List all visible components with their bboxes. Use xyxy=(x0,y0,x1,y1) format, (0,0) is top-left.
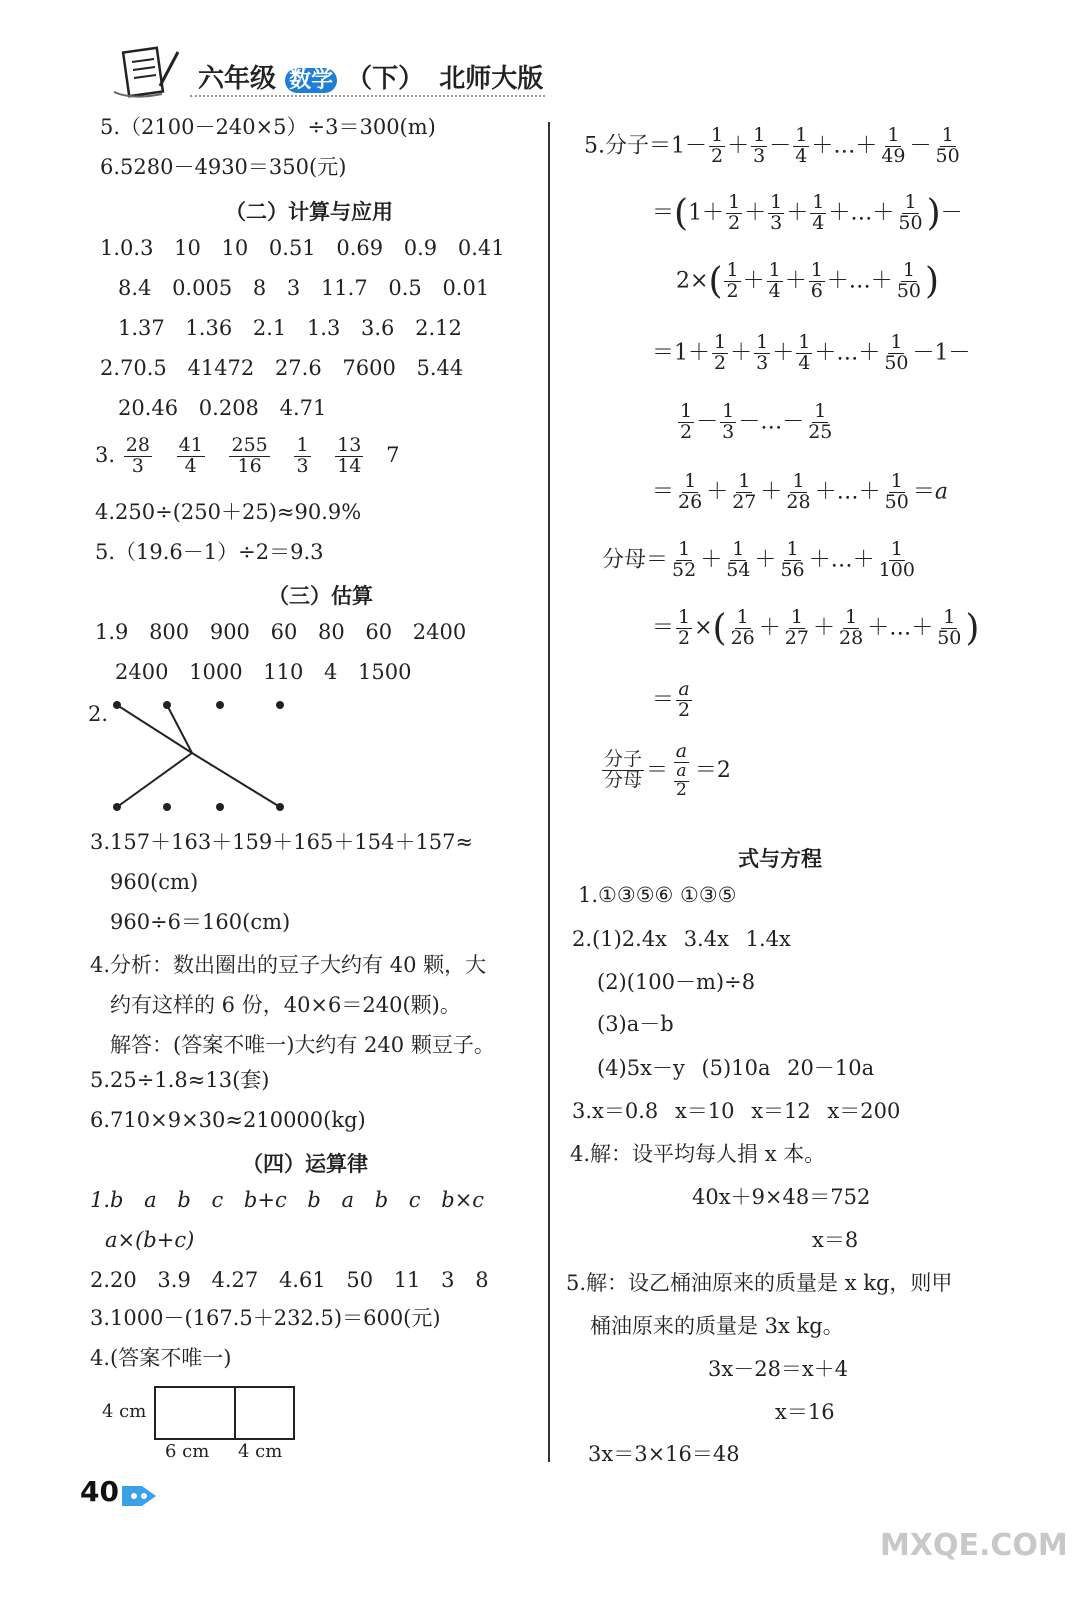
answer-line: 4.解：设平均每人捐 x 本。 xyxy=(570,1142,826,1166)
watermark: MXQE.COM xyxy=(880,1528,1068,1563)
answer-line: 5.解：设乙桶油原来的质量是 x kg，则甲 xyxy=(566,1271,953,1295)
section-title: （二）计算与应用 xyxy=(225,200,393,224)
answer-line: 5.（2100－240×5）÷3＝300(m) xyxy=(100,115,436,139)
answer-line: (4)5x－y (5)10a 20－10a xyxy=(597,1056,875,1080)
math-line: ＝ $\frac{1}{26}$ ＋ $\frac{1}{27}$ ＋ $\frac{1}{28}$ ＋…＋ $\frac{1}{50}$ ＝a xyxy=(652,470,948,513)
matching-diagram xyxy=(100,695,300,815)
answer-line: 1.37 1.36 2.1 1.3 3.6 2.12 xyxy=(118,316,462,340)
answer-line: 桶油原来的质量是 3x kg。 xyxy=(590,1314,844,1338)
figure-label: 4 cm xyxy=(238,1441,283,1462)
answer-line: a×(b+c) xyxy=(105,1228,195,1252)
answer-line: 960÷6＝160(cm) xyxy=(110,910,291,934)
math-line: $\frac{1}{2}$ － $\frac{1}{3}$ －…－ $\frac{1}{25}$ xyxy=(680,400,833,443)
answer-line: 2.20 3.9 4.27 4.61 50 11 3 8 xyxy=(90,1268,489,1292)
fraction: $\frac{255}{16}$ xyxy=(231,434,268,477)
answer-line: 4.(答案不唯一) xyxy=(90,1346,232,1370)
math-line: ＝1＋ $\frac{1}{2}$ ＋ $\frac{1}{3}$ ＋ $\frac{1}{4}$ ＋…＋ $\frac{1}{50}$ －1－ xyxy=(652,331,971,374)
answer-line: 2400 1000 110 4 1500 xyxy=(115,660,412,684)
header-title xyxy=(198,58,543,95)
column-divider xyxy=(548,122,550,1462)
math-line: 2×( $\frac{1}{2}$ ＋ $\frac{1}{4}$ ＋ $\frac{1}{6}$ ＋…＋ $\frac{1}{50}$ ) xyxy=(676,259,940,302)
math-line: ＝ $\frac{a}{2}$ xyxy=(652,678,691,721)
answer-line: 约有这样的 6 份，40×6＝240(颗)。 xyxy=(110,993,461,1017)
answer-line: 6.710×9×30≈210000(kg) xyxy=(90,1108,366,1132)
answer-line: 1.b a b c b+c b a b c b×c xyxy=(90,1188,485,1212)
rectangle-divider xyxy=(234,1386,236,1438)
page-number-arrow-icon xyxy=(120,1482,160,1514)
answer-line: 1.①③⑤⑥ ①③⑤ xyxy=(578,883,737,907)
answer-line: 5.（19.6－1）÷2＝9.3 xyxy=(95,540,324,564)
answer-line: 4.250÷(250＋25)≈90.9% xyxy=(95,500,362,524)
fraction: $\frac{1}{3}$ xyxy=(296,434,309,477)
answer-line: 3x＝3×16＝48 xyxy=(588,1442,740,1466)
fraction: $\frac{41}{4}$ xyxy=(178,434,203,477)
math-line: $\frac{\text{分子}}{\text{分母}}$ ＝ $\frac{a}{\frac{a}{2}}$ ＝2 xyxy=(604,740,731,800)
answer-line: 3.1000－(167.5＋232.5)＝600(元) xyxy=(90,1306,441,1330)
math-line: 分母＝ $\frac{1}{52}$ ＋ $\frac{1}{54}$ ＋ $\frac{1}{56}$ ＋…＋ $\frac{1}{100}$ xyxy=(602,538,915,581)
answer-line: 5.25÷1.8≈13(套) xyxy=(90,1068,270,1092)
answer-line: 3.x＝0.8 x＝10 x＝12 x＝200 xyxy=(572,1099,901,1123)
section-title: （四）运算律 xyxy=(242,1152,368,1176)
answer-line: (2)(100－m)÷8 xyxy=(597,970,756,994)
answer-line: 3x－28＝x＋4 xyxy=(708,1357,849,1381)
figure-label: 6 cm xyxy=(165,1441,210,1462)
answer-line: 6.5280－4930＝350(元) xyxy=(100,155,347,179)
answer-line-fractions: 3. $\frac{28}{3}$ $\frac{41}{4}$ $\frac{255}{16}$ $\frac{1}{3}$ $\frac{13}{14}$ 7 xyxy=(95,434,400,477)
answer-line: 40x＋9×48＝752 xyxy=(692,1185,871,1209)
answer-line: 4.分析：数出圈出的豆子大约有 40 颗，大 xyxy=(90,953,487,977)
answer-line: 3.157＋163＋159＋165＋154＋157≈ xyxy=(90,830,474,854)
header-volume: （下） xyxy=(346,64,425,94)
answer-line: 2.70.5 41472 27.6 7600 5.44 xyxy=(100,356,464,380)
answer-line: x＝8 xyxy=(812,1228,859,1252)
header-underline xyxy=(190,95,545,97)
header-subject-badge: 数学 xyxy=(285,68,337,93)
header-grade: 六年级 xyxy=(198,64,277,94)
answer-line: 20.46 0.208 4.71 xyxy=(118,396,327,420)
section-title: （三）估算 xyxy=(268,584,373,608)
answer-line: 960(cm) xyxy=(110,870,199,894)
math-line: 5.分子＝1－ $\frac{1}{2}$ ＋ $\frac{1}{3}$ － $\frac{1}{4}$ ＋…＋ $\frac{1}{49}$ － $\frac{1}{50}$ xyxy=(584,124,960,167)
answer-line: 1.9 800 900 60 80 60 2400 xyxy=(95,620,467,644)
answer-line: 1.0.3 10 10 0.51 0.69 0.9 0.41 xyxy=(100,236,505,260)
answer-line: (3)a－b xyxy=(597,1012,674,1036)
section-title: 式与方程 xyxy=(738,847,822,871)
figure-label: 4 cm xyxy=(102,1401,147,1422)
fraction: $\frac{28}{3}$ xyxy=(125,434,150,477)
header-edition: 北师大版 xyxy=(439,64,544,94)
answer-line: 8.4 0.005 8 3 11.7 0.5 0.01 xyxy=(118,276,490,300)
answer-line: 解答：(答案不唯一)大约有 240 颗豆子。 xyxy=(110,1033,495,1057)
header-book-icon xyxy=(112,42,182,106)
math-line: ＝(1＋ $\frac{1}{2}$ ＋ $\frac{1}{3}$ ＋ $\frac{1}{4}$ ＋…＋ $\frac{1}{50}$ )－ xyxy=(652,191,963,234)
math-line: ＝ $\frac{1}{2}$ ×( $\frac{1}{26}$ ＋ $\frac{1}{27}$ ＋ $\frac{1}{28}$ ＋…＋ $\frac{1}{50}$ ) xyxy=(652,606,980,649)
answer-line: x＝16 xyxy=(775,1400,835,1424)
fraction: $\frac{13}{14}$ xyxy=(337,434,362,477)
rectangle-figure xyxy=(154,1386,295,1440)
answer-line: 2. xyxy=(88,702,109,726)
answer-line: 2.(1)2.4x 3.4x 1.4x xyxy=(572,927,791,951)
page-number: 40 xyxy=(80,1475,119,1508)
